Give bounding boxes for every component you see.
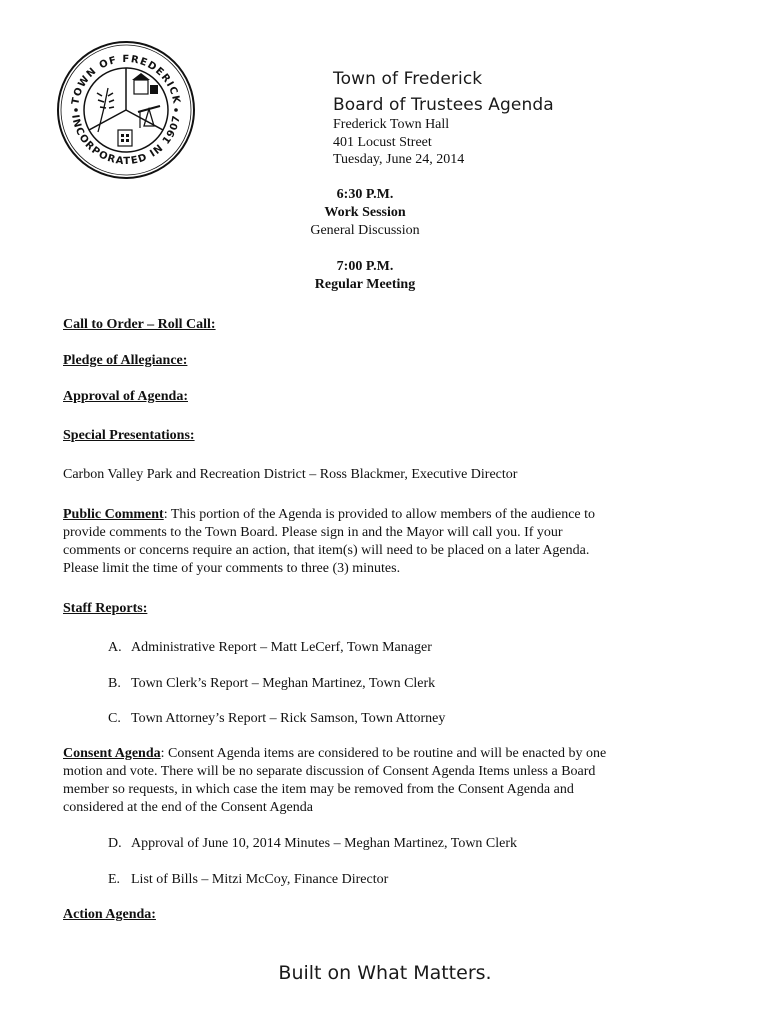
- town-seal-logo: [56, 40, 196, 180]
- regular-meeting-block: [0, 258, 730, 294]
- staff-reports-heading: Staff Reports:: [63, 601, 148, 616]
- work-session-subtitle: General Discussion: [310, 223, 420, 238]
- agenda-item-a: A. Administrative Report – Matt LeCerf, Town Manager: [108, 640, 432, 655]
- footer-tagline: Built on What Matters.: [278, 962, 492, 984]
- svg-text:INCORPORATED IN 1907: INCORPORATED IN 1907: [69, 113, 183, 168]
- regular-meeting-title: Regular Meeting: [314, 277, 416, 292]
- agenda-item-d: D. Approval of June 10, 2014 Minutes – Meghan Martinez, Town Clerk: [108, 836, 518, 851]
- consent-agenda-label: Consent Agenda: [63, 746, 161, 761]
- action-agenda-heading: Action Agenda:: [63, 907, 156, 922]
- regular-meeting-time: 7:00 P.M.: [336, 259, 394, 274]
- agenda-item-b: B. Town Clerk’s Report – Meghan Martinez, Town Clerk: [108, 676, 436, 691]
- public-comment-paragraph: Public Comment: This portion of the Agenda is provided to allow members of the audience to provide comments to the Town Board. Please sign in and the Mayor will call you. If your comments or concerns require an action, that item(s) will need to be placed on a later Agenda. Please limit the time of your comments to three (3) minutes.: [63, 507, 596, 576]
- special-presentation-item: Carbon Valley Park and Recreation District – Ross Blackmer, Executive Director: [63, 467, 518, 482]
- meeting-address: 401 Locust Street: [333, 134, 432, 150]
- meeting-location: Frederick Town Hall: [333, 117, 450, 132]
- meeting-date: Tuesday, June 24, 2014: [333, 152, 465, 167]
- work-session-time: 6:30 P.M.: [336, 187, 394, 202]
- agenda-item-c: C. Town Attorney’s Report – Rick Samson, Town Attorney: [108, 711, 446, 726]
- approval-heading: Approval of Agenda:: [63, 389, 188, 404]
- call-to-order-heading: Call to Order – Roll Call:: [63, 317, 216, 332]
- agenda-item-e: E. List of Bills – Mitzi McCoy, Finance Director: [108, 872, 389, 887]
- work-session-title: Work Session: [324, 205, 406, 220]
- agenda-title: Board of Trustees Agenda: [333, 95, 554, 115]
- svg-text:TOWN OF FREDERICK: TOWN OF FREDERICK: [70, 53, 182, 106]
- town-name: Town of Frederick: [333, 69, 483, 89]
- public-comment-label: Public Comment: [63, 507, 164, 522]
- meeting-info: [333, 116, 464, 169]
- work-session-block: [0, 186, 730, 240]
- special-presentations-heading: Special Presentations:: [63, 428, 195, 443]
- document-header: [333, 66, 554, 118]
- consent-agenda-paragraph: Consent Agenda: Consent Agenda items are considered to be routine and will be enacted by one motion and vote. There will be no separate discussion of Consent Agenda Items unless a Board member so requests, in which case the item may be removed from the Consent Agenda and considered at the end of the Consent Agenda: [63, 746, 607, 815]
- pledge-heading: Pledge of Allegiance:: [63, 353, 188, 368]
